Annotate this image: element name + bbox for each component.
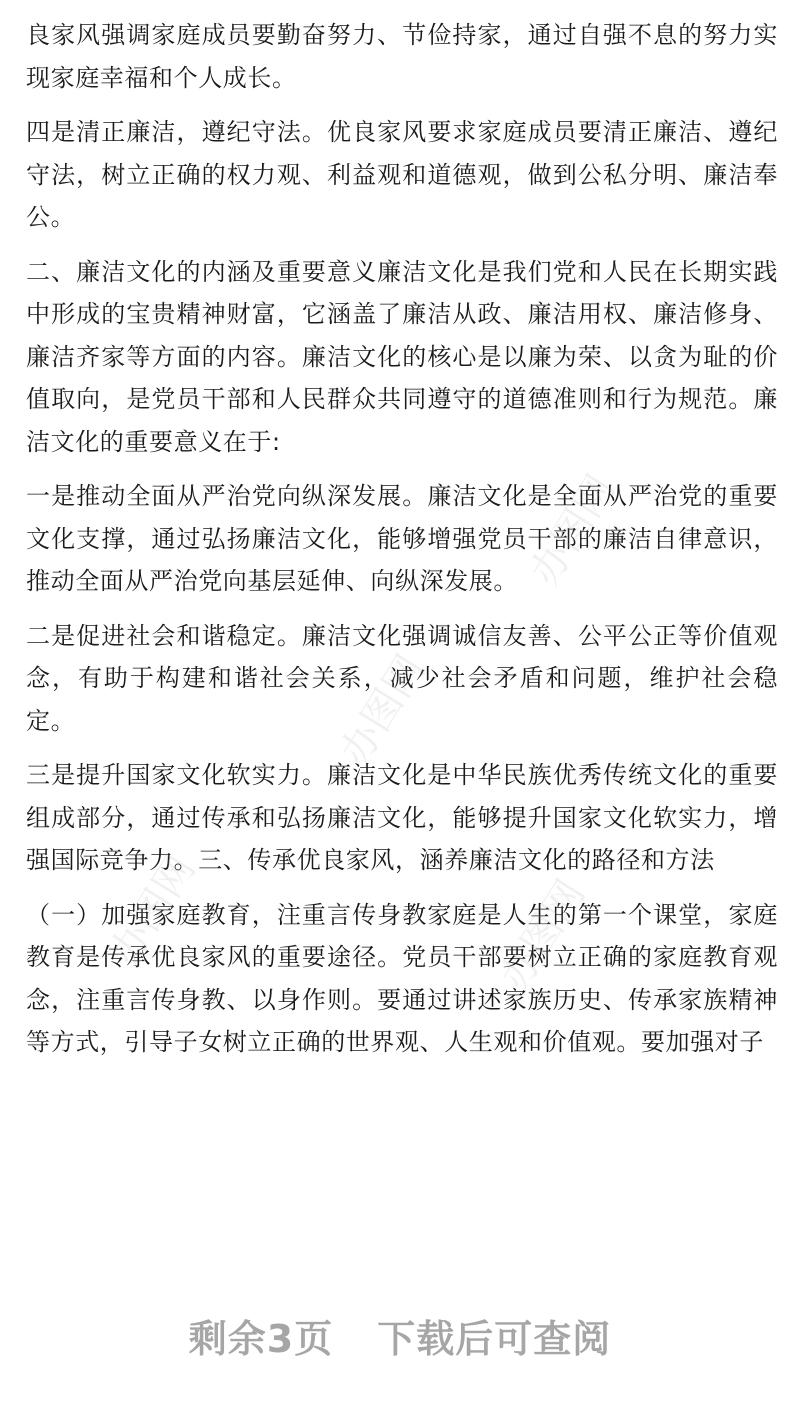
download-prompt[interactable] bbox=[0, 1308, 800, 1363]
paragraph-5: 二是促进社会和谐稳定。廉洁文化强调诚信友善、公平公正等价值观念，有助于构建和谐社会关系，减少社会矛盾和问题，维护社会稳定。 bbox=[26, 621, 778, 735]
paragraph-7: （一）加强家庭教育，注重言传身教家庭是人生的第一个课堂，家庭教育是传承优良家风的重要途径。党员干部要树立正确的家庭教育观念，注重言传身教、以身作则。要通过讲述家族历史、传承家族精神等方式，引导子女树立正确的世界观、人生观和价值观。要加强对子 bbox=[26, 900, 778, 1056]
paragraph-1: 良家风强调家庭成员要勤奋努力、节俭持家，通过自强不息的努力实现家庭幸福和个人成长。 bbox=[26, 21, 778, 92]
watermark: 办图网 bbox=[331, 647, 435, 774]
download-to-view-label: 下载后可查阅 bbox=[377, 1317, 612, 1361]
remaining-pages-label: 剩余3页 bbox=[188, 1317, 334, 1361]
paragraph-3: 二、廉洁文化的内涵及重要意义廉洁文化是我们党和人民在长期实践中形成的宝贵精神财富，它涵盖了廉洁从政、廉洁用权、廉洁修身、廉洁齐家等方面的内容。廉洁文化的核心是以廉为荣、以贪为耻的价值取向，是党员干部和人民群众共同遵守的道德准则和行为规范。廉洁文化的重要意义在于: bbox=[26, 257, 778, 456]
paragraph-4: 一是推动全面从严治党向纵深发展。廉洁文化是全面从严治党的重要文化支撑，通过弘扬廉洁文化，能够增强党员干部的廉洁自律意识，推动全面从严治党向基层延伸、向纵深发展。 bbox=[26, 482, 778, 595]
watermark: 办图网 bbox=[101, 847, 205, 974]
watermark: 办图网 bbox=[491, 872, 595, 999]
paragraph-2: 四是清正廉洁，遵纪守法。优良家风要求家庭成员要清正廉洁、遵纪守法，树立正确的权力观、利益观和道德观，做到公私分明、廉洁奉公。 bbox=[26, 118, 778, 231]
document-body bbox=[26, 0, 778, 1064]
paragraph-6: 三是提升国家文化软实力。廉洁文化是中华民族优秀传统文化的重要组成部分，通过传承和弘扬廉洁文化，能够提升国家文化软实力，增强国际竞争力。三、传承优良家风，涵养廉洁文化的路径和方法 bbox=[26, 761, 778, 874]
watermark: 办图网 bbox=[521, 467, 625, 594]
